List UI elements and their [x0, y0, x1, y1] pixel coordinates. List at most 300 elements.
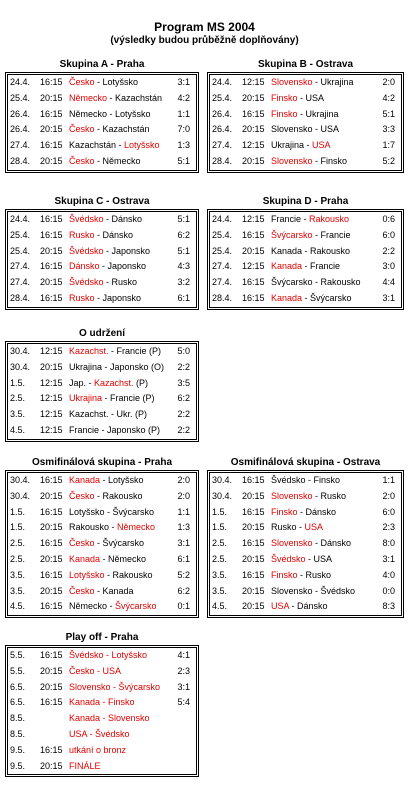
- match-score: 0:1: [177, 601, 190, 612]
- match-score: 2:0: [177, 475, 190, 485]
- match-time: 12:15: [40, 377, 63, 388]
- team-highlight: Švédsko: [69, 245, 104, 256]
- team-highlight: Finsko: [271, 569, 298, 580]
- match-time: 16:15: [40, 229, 63, 240]
- match-score: 3:2: [177, 277, 190, 288]
- match-date: 25.4.: [212, 245, 233, 256]
- team-text: - Dánsko: [289, 601, 328, 612]
- team-highlight: Česko: [69, 585, 95, 596]
- match-teams: [271, 505, 336, 521]
- match-score: 7:0: [177, 124, 190, 135]
- match-date: 3.5.: [10, 585, 26, 596]
- team-text: - Rusko: [312, 490, 347, 501]
- team-highlight: Kanada: [271, 292, 303, 303]
- match-teams: [69, 275, 137, 291]
- match-row: [8, 91, 196, 107]
- match-teams: [271, 154, 347, 170]
- match-time: 16:15: [40, 601, 63, 612]
- team-highlight: Švédsko - Lotyšsko: [69, 650, 148, 660]
- match-score: 6:0: [382, 506, 395, 517]
- team-highlight: Švédsko: [69, 277, 104, 288]
- match-row: [8, 727, 196, 743]
- match-time: 16:15: [242, 538, 265, 549]
- match-row: [8, 291, 196, 307]
- match-row: [210, 520, 401, 536]
- match-teams: [271, 489, 346, 505]
- match-time: 12:15: [242, 140, 265, 151]
- results-table: [207, 470, 404, 618]
- match-row: [210, 228, 401, 244]
- match-score: 3:0: [382, 261, 395, 272]
- match-teams: [69, 568, 153, 584]
- match-teams: [271, 599, 328, 615]
- match-score: 2:0: [382, 77, 395, 87]
- match-time: 16:15: [242, 229, 265, 240]
- team-highlight: USA - Švédsko: [69, 728, 130, 739]
- team-text: - Švýcarsko: [94, 538, 145, 549]
- match-score: 5:1: [177, 155, 190, 166]
- match-score: 2:2: [382, 245, 395, 256]
- team-text: Francie - Japonsko (P): [69, 424, 161, 435]
- match-date: 4.5.: [10, 601, 26, 612]
- match-time: 20:15: [40, 585, 63, 596]
- match-time: 20:15: [40, 277, 63, 288]
- match-time: 16:15: [40, 108, 63, 119]
- team-highlight: Slovensko: [271, 155, 313, 166]
- match-row: [8, 344, 196, 360]
- match-row: [210, 244, 401, 260]
- match-row: [210, 489, 401, 505]
- team-highlight: Kanada: [69, 553, 101, 564]
- team-text: Německo -: [69, 601, 116, 612]
- section-title: Skupina C - Ostrava: [54, 196, 150, 207]
- match-date: 27.4.: [10, 277, 31, 288]
- match-time: 12:15: [40, 424, 63, 435]
- team-highlight: Německo: [117, 522, 156, 533]
- match-row: [210, 291, 401, 307]
- match-time: 16:15: [242, 292, 265, 303]
- section-playoff: [5, 630, 199, 777]
- match-date: 3.5.: [212, 585, 228, 596]
- team-highlight: Lotyšsko: [124, 140, 160, 151]
- match-time: 20:15: [242, 601, 265, 612]
- section-title: Skupina B - Ostrava: [257, 59, 354, 70]
- match-teams: [69, 520, 155, 536]
- match-row: [210, 91, 401, 107]
- team-highlight: Švýcarsko: [271, 229, 313, 240]
- match-time: 20:15: [242, 490, 265, 501]
- match-date: 25.4.: [10, 229, 31, 240]
- match-teams: [69, 259, 146, 275]
- match-date: 1.5.: [10, 506, 26, 517]
- match-score: 0:6: [382, 214, 395, 224]
- team-text: Ukrajina - Japonsko (O): [69, 361, 165, 372]
- match-row: [8, 505, 196, 521]
- match-score: 3:1: [177, 77, 190, 87]
- match-score: 6:2: [177, 393, 190, 404]
- results-table: [5, 645, 199, 777]
- match-score: 1:3: [177, 140, 190, 151]
- match-date: 2.5.: [10, 393, 26, 404]
- match-teams: [69, 244, 150, 260]
- match-row: [8, 536, 196, 552]
- match-row: [210, 259, 401, 275]
- match-row: [210, 584, 401, 600]
- match-date: 25.4.: [212, 229, 233, 240]
- section-group-d: [207, 194, 404, 310]
- match-time: 16:15: [40, 77, 63, 87]
- match-date: 6.5.: [10, 681, 26, 692]
- match-time: 20:15: [242, 585, 265, 596]
- match-date: 28.4.: [212, 292, 233, 303]
- match-date: 4.5.: [212, 601, 228, 612]
- team-text: - Lotyšsko: [100, 475, 144, 485]
- match-time: 16:15: [40, 650, 63, 660]
- match-row: [8, 552, 196, 568]
- match-time: 20:15: [40, 92, 63, 103]
- match-row: [8, 407, 196, 423]
- match-row: [8, 212, 196, 228]
- match-time: 20:15: [40, 522, 63, 533]
- match-date: 27.4.: [10, 261, 31, 272]
- match-row: [8, 423, 196, 439]
- team-text: - Francie: [312, 229, 351, 240]
- match-teams: [69, 536, 144, 552]
- team-text: - Dánsko: [312, 538, 352, 549]
- match-row: [8, 122, 196, 138]
- team-text: Německo - Lotyšsko: [69, 108, 151, 119]
- match-time: 20:15: [242, 92, 265, 103]
- match-score: 2:3: [382, 522, 395, 533]
- match-date: 3.5.: [10, 409, 26, 420]
- match-score: 4:0: [382, 569, 395, 580]
- match-time: 16:15: [40, 140, 63, 151]
- match-date: 24.4.: [212, 77, 233, 87]
- match-teams: [69, 489, 143, 505]
- team-highlight: Finsko: [271, 92, 298, 103]
- match-score: 5:1: [177, 245, 190, 256]
- match-teams: [69, 138, 160, 154]
- match-row: [210, 154, 401, 170]
- team-text: - Rakousko: [94, 490, 143, 501]
- match-teams: [271, 291, 352, 307]
- match-time: 16:15: [40, 292, 63, 303]
- team-text: - Rakousko: [104, 569, 153, 580]
- match-row: [8, 138, 196, 154]
- match-time: 20:15: [40, 553, 63, 564]
- match-row: [8, 376, 196, 392]
- team-highlight: Ukrajina: [69, 393, 103, 404]
- match-date: 27.4.: [212, 277, 233, 288]
- match-score: 5:1: [382, 108, 395, 119]
- team-highlight: Rusko: [69, 292, 95, 303]
- match-score: 1:3: [177, 522, 190, 533]
- section-title: Skupina A - Praha: [59, 59, 145, 70]
- match-time: 12:15: [40, 346, 63, 356]
- results-table: [5, 72, 199, 173]
- match-teams: [69, 552, 146, 568]
- section-group-c: [5, 194, 199, 310]
- match-score: 1:1: [177, 108, 190, 119]
- results-table: [5, 341, 199, 442]
- match-score: 6:0: [382, 229, 395, 240]
- match-time: 20:15: [40, 490, 63, 501]
- match-teams: [271, 536, 351, 552]
- match-time: 12:15: [242, 214, 265, 224]
- team-text: Švédsko - Finsko: [271, 475, 341, 485]
- team-highlight: Slovensko: [271, 490, 313, 501]
- match-date: 2.5.: [10, 538, 26, 549]
- match-score: 5:0: [177, 346, 190, 356]
- match-score: 5:2: [382, 155, 395, 166]
- match-score: 4:4: [382, 277, 395, 288]
- match-teams: [271, 244, 350, 260]
- match-time: 20:15: [40, 155, 63, 166]
- team-highlight: Česko: [69, 124, 95, 135]
- match-date: 6.5.: [10, 697, 26, 708]
- match-time: 16:15: [40, 261, 63, 272]
- team-text: - Kanada: [94, 585, 134, 596]
- match-row: [8, 568, 196, 584]
- match-time: 16:15: [242, 506, 265, 517]
- results-table: [207, 209, 404, 310]
- match-row: [8, 520, 196, 536]
- match-teams: [69, 344, 161, 360]
- match-score: 3:1: [382, 553, 395, 564]
- match-score: 1:1: [177, 506, 190, 517]
- match-time: 20:15: [242, 124, 265, 135]
- match-time: 16:15: [40, 569, 63, 580]
- match-row: [210, 473, 401, 489]
- match-date: 26.4.: [212, 124, 233, 135]
- match-date: 30.4.: [10, 346, 31, 356]
- match-row: [210, 275, 401, 291]
- team-highlight: Německo: [69, 92, 108, 103]
- team-highlight: Finsko: [271, 108, 298, 119]
- match-score: 2:0: [177, 490, 190, 501]
- match-time: 16:15: [242, 475, 265, 485]
- match-time: 16:15: [242, 569, 265, 580]
- team-highlight: Slovensko: [271, 77, 313, 87]
- match-row: [8, 259, 196, 275]
- section-title: O udržení: [78, 328, 126, 339]
- match-teams: [69, 407, 147, 423]
- match-score: 5:1: [177, 214, 190, 224]
- page-subtitle: (výsledky budou průběžně doplňovány): [110, 35, 299, 46]
- match-score: 2:2: [177, 361, 190, 372]
- match-date: 1.5.: [212, 522, 228, 533]
- team-text: Lotyšsko - Švýcarsko: [69, 506, 155, 517]
- match-time: 20:15: [242, 245, 265, 256]
- section-relegation: [5, 326, 199, 442]
- match-score: 2:3: [177, 665, 190, 676]
- team-highlight: Slovensko: [271, 538, 313, 549]
- match-score: 5:2: [177, 569, 190, 580]
- match-teams: [69, 376, 148, 392]
- match-score: 4:2: [382, 92, 395, 103]
- match-teams: [69, 648, 147, 664]
- match-teams: [69, 711, 150, 727]
- match-date: 2.5.: [212, 538, 228, 549]
- match-row: [210, 552, 401, 568]
- match-row: [210, 536, 401, 552]
- match-date: 25.4.: [212, 92, 233, 103]
- section-group-a: [5, 57, 199, 173]
- match-teams: [271, 91, 324, 107]
- match-date: 4.5.: [10, 424, 26, 435]
- match-teams: [69, 212, 142, 228]
- match-teams: [69, 473, 144, 489]
- match-date: 25.4.: [10, 92, 31, 103]
- match-date: 3.5.: [212, 569, 228, 580]
- match-time: 12:15: [40, 393, 63, 404]
- team-highlight: Česko - USA: [69, 665, 122, 676]
- match-teams: [69, 680, 160, 696]
- team-text: - Dánsko: [94, 229, 134, 240]
- match-score: 3:1: [177, 538, 190, 549]
- match-score: 3:3: [382, 124, 395, 135]
- section-group-b: [207, 57, 404, 173]
- match-time: 20:15: [40, 760, 63, 771]
- match-date: 30.4.: [212, 490, 233, 501]
- section-title: Osmifinálová skupina - Praha: [31, 457, 173, 468]
- team-text: - USA: [297, 92, 325, 103]
- match-score: 2:0: [382, 490, 395, 501]
- match-time: 16:15: [40, 506, 63, 517]
- team-text: - Rusko: [297, 569, 332, 580]
- match-row: [210, 568, 401, 584]
- match-score: 1:1: [382, 475, 395, 485]
- team-text: - Rusko: [103, 277, 138, 288]
- match-score: 6:1: [177, 553, 190, 564]
- match-row: [8, 489, 196, 505]
- match-teams: [69, 584, 134, 600]
- match-teams: [69, 599, 157, 615]
- section-qualifying-praha: [5, 455, 199, 618]
- match-teams: [271, 107, 339, 123]
- match-date: 25.4.: [10, 245, 31, 256]
- team-text: - Japonsko: [94, 292, 142, 303]
- match-date: 2.5.: [10, 553, 26, 564]
- match-teams: [271, 520, 323, 536]
- match-date: 30.4.: [10, 361, 31, 372]
- match-teams: [69, 391, 155, 407]
- match-date: 8.5.: [10, 713, 26, 724]
- team-text: - Francie (P): [102, 393, 155, 404]
- match-row: [8, 743, 196, 759]
- team-highlight: FINÁLE: [69, 760, 101, 771]
- match-teams: [69, 122, 150, 138]
- team-text: Lotyšsko: [102, 77, 139, 87]
- match-date: 1.5.: [10, 522, 26, 533]
- match-teams: [69, 291, 141, 307]
- match-row: [8, 759, 196, 775]
- match-row: [210, 107, 401, 123]
- team-text: Jap. -: [69, 377, 95, 388]
- match-teams: [271, 122, 339, 138]
- match-score: 8:3: [382, 601, 395, 612]
- match-date: 9.5.: [10, 744, 26, 755]
- match-row: [8, 275, 196, 291]
- match-time: 16:15: [242, 277, 265, 288]
- match-row: [8, 360, 196, 376]
- match-row: [8, 648, 196, 664]
- match-time: 20:15: [242, 522, 265, 533]
- match-teams: [271, 552, 332, 568]
- match-teams: [271, 138, 331, 154]
- team-highlight: Švýcarsko: [115, 601, 157, 612]
- team-highlight: Finsko: [271, 506, 298, 517]
- team-text: Rakousko -: [69, 522, 118, 533]
- match-teams: [69, 228, 133, 244]
- match-date: 8.5.: [10, 728, 26, 739]
- team-highlight: Rusko: [69, 229, 95, 240]
- match-teams: [69, 664, 121, 680]
- match-row: [210, 122, 401, 138]
- match-teams: [271, 259, 340, 275]
- match-date: 24.4.: [10, 77, 31, 87]
- match-date: 9.5.: [10, 760, 26, 771]
- match-time: 16:15: [242, 108, 265, 119]
- results-table: [5, 470, 199, 618]
- match-date: 3.5.: [10, 569, 26, 580]
- team-highlight: Rakousko: [309, 214, 350, 224]
- match-row: [8, 154, 196, 170]
- team-text: - USA: [305, 553, 333, 564]
- match-row: [210, 212, 401, 228]
- match-score: 4:1: [177, 650, 190, 660]
- team-highlight: Česko: [69, 538, 95, 549]
- team-text: (P): [133, 377, 149, 388]
- match-date: 5.5.: [10, 665, 26, 676]
- match-time: 20:15: [40, 681, 63, 692]
- results-table: [5, 209, 199, 310]
- match-time: 16:15: [40, 214, 63, 224]
- team-text: - Ukrajina: [312, 77, 354, 87]
- match-score: 3:5: [177, 377, 190, 388]
- results-table: [207, 72, 404, 173]
- match-teams: [69, 505, 154, 521]
- team-highlight: Kanada: [271, 261, 303, 272]
- match-score: 6:1: [177, 292, 190, 303]
- match-teams: [271, 275, 361, 291]
- match-teams: [69, 75, 138, 91]
- match-score: 6:2: [177, 229, 190, 240]
- team-text: - Francie: [302, 261, 341, 272]
- match-row: [8, 391, 196, 407]
- team-text: Švýcarsko - Rakousko: [271, 277, 361, 288]
- match-time: 12:15: [242, 261, 265, 272]
- team-text: - Kazachstán: [107, 92, 163, 103]
- team-text: Kanada - Rakousko: [271, 245, 351, 256]
- match-date: 30.4.: [212, 475, 233, 485]
- match-row: [210, 599, 401, 615]
- match-time: 20:15: [242, 155, 265, 166]
- match-time: 20:15: [40, 665, 63, 676]
- match-score: 6:2: [177, 585, 190, 596]
- match-row: [8, 107, 196, 123]
- team-text: Ukrajina -: [271, 140, 313, 151]
- team-highlight: Švédsko: [69, 214, 104, 224]
- team-highlight: Lotyšsko: [69, 569, 105, 580]
- match-date: 24.4.: [10, 214, 31, 224]
- match-teams: [271, 228, 351, 244]
- match-teams: [69, 107, 151, 123]
- match-date: 5.5.: [10, 650, 26, 660]
- match-score: 3:1: [177, 681, 190, 692]
- match-teams: [69, 154, 141, 170]
- match-date: 27.4.: [212, 261, 233, 272]
